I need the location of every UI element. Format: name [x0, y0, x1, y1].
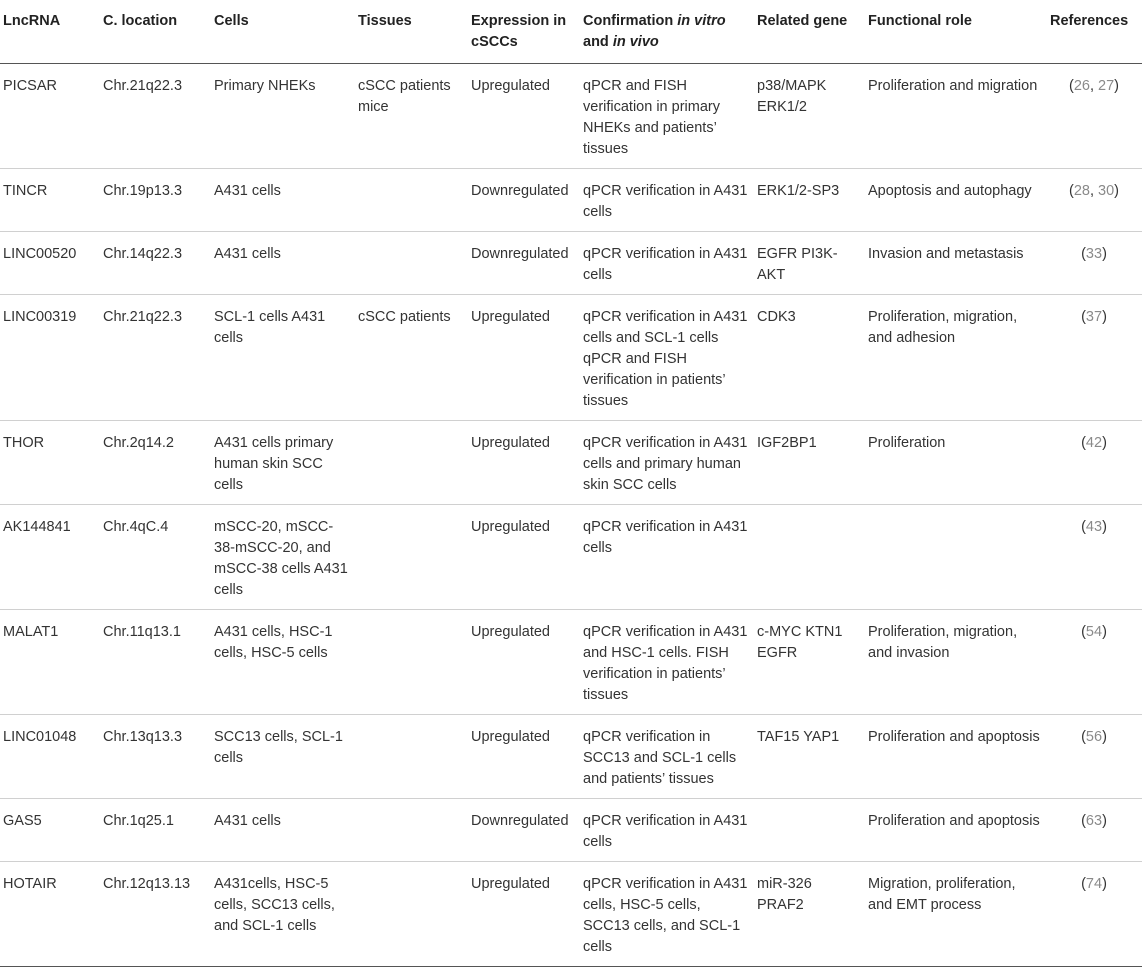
header-cells: Cells — [210, 0, 354, 64]
cell-lncrna: LINC01048 — [0, 715, 99, 799]
cell-confirmation: qPCR verification in SCC13 and SCL-1 cells and patients’ tissues — [579, 715, 753, 799]
header-references: References — [1046, 0, 1142, 64]
cell-tissues — [354, 715, 467, 799]
cell-lncrna: GAS5 — [0, 799, 99, 862]
cell-related-gene: CDK3 — [753, 295, 864, 421]
cell-references: (63) — [1046, 799, 1142, 862]
cell-cells: A431cells, HSC-5 cells, SCC13 cells, and SCL-1 cells — [210, 862, 354, 967]
cell-tissues — [354, 799, 467, 862]
reference-link[interactable]: 28 — [1073, 183, 1090, 199]
header-confirmation — [579, 0, 753, 64]
cell-lncrna: HOTAIR — [0, 862, 99, 967]
cell-confirmation: qPCR verification in A431 cells — [579, 169, 753, 232]
cell-lncrna: AK144841 — [0, 505, 99, 610]
cell-expression: Upregulated — [467, 505, 579, 610]
cell-functional-role: Proliferation and apoptosis — [864, 799, 1046, 862]
cell-functional-role: Proliferation and migration — [864, 64, 1046, 169]
cell-confirmation: qPCR verification in A431 cells — [579, 799, 753, 862]
cell-tissues — [354, 505, 467, 610]
cell-expression: Upregulated — [467, 715, 579, 799]
reference-link[interactable]: 54 — [1085, 624, 1103, 640]
cell-location: Chr.13q13.3 — [99, 715, 210, 799]
reference-link[interactable]: 56 — [1085, 729, 1103, 745]
cell-confirmation: qPCR verification in A431 cells, HSC-5 cells, SCC13 cells, and SCL-1 cells — [579, 862, 753, 967]
reference-link[interactable]: 74 — [1085, 876, 1103, 892]
table-row — [0, 232, 1142, 295]
cell-tissues — [354, 862, 467, 967]
cell-expression: Downregulated — [467, 232, 579, 295]
cell-references: (26, 27) — [1046, 64, 1142, 169]
cell-references: (28, 30) — [1046, 169, 1142, 232]
reference-link[interactable]: 26 — [1073, 78, 1090, 94]
cell-expression: Upregulated — [467, 295, 579, 421]
table-row — [0, 862, 1142, 967]
cell-expression: Downregulated — [467, 799, 579, 862]
header-lncrna: LncRNA — [0, 0, 99, 64]
reference-link[interactable]: 27 — [1098, 78, 1115, 94]
cell-location: Chr.19p13.3 — [99, 169, 210, 232]
cell-references: (56) — [1046, 715, 1142, 799]
cell-confirmation: qPCR and FISH verification in primary NHEKs and patients’ tissues — [579, 64, 753, 169]
cell-expression: Downregulated — [467, 169, 579, 232]
table-row — [0, 505, 1142, 610]
cell-confirmation: qPCR verification in A431 cells — [579, 232, 753, 295]
header-confirmation-and: and — [583, 34, 613, 50]
header-related-gene: Related gene — [753, 0, 864, 64]
cell-confirmation: qPCR verification in A431 cells — [579, 505, 753, 610]
table-row — [0, 64, 1142, 169]
cell-lncrna: PICSAR — [0, 64, 99, 169]
cell-related-gene — [753, 799, 864, 862]
cell-cells: mSCC-20, mSCC-38-mSCC-20, and mSCC-38 cells A431 cells — [210, 505, 354, 610]
cell-related-gene: p38/MAPK ERK1/2 — [753, 64, 864, 169]
header-confirmation-vivo: in vivo — [612, 34, 659, 50]
cell-related-gene — [753, 505, 864, 610]
cell-functional-role — [864, 505, 1046, 610]
cell-functional-role: Proliferation, migration, and adhesion — [864, 295, 1046, 421]
cell-lncrna: LINC00520 — [0, 232, 99, 295]
cell-expression: Upregulated — [467, 610, 579, 715]
cell-related-gene: ERK1/2-SP3 — [753, 169, 864, 232]
cell-related-gene: TAF15 YAP1 — [753, 715, 864, 799]
cell-functional-role: Migration, proliferation, and EMT process — [864, 862, 1046, 967]
cell-lncrna: MALAT1 — [0, 610, 99, 715]
cell-cells: SCL-1 cells A431 cells — [210, 295, 354, 421]
cell-location: Chr.21q22.3 — [99, 64, 210, 169]
cell-references: (33) — [1046, 232, 1142, 295]
cell-confirmation: qPCR verification in A431 cells and primary human skin SCC cells — [579, 421, 753, 505]
cell-references: (54) — [1046, 610, 1142, 715]
cell-related-gene: IGF2BP1 — [753, 421, 864, 505]
cell-related-gene: miR-326 PRAF2 — [753, 862, 864, 967]
cell-cells: A431 cells — [210, 232, 354, 295]
cell-functional-role: Apoptosis and autophagy — [864, 169, 1046, 232]
cell-related-gene: c-MYC KTN1 EGFR — [753, 610, 864, 715]
cell-cells: SCC13 cells, SCL-1 cells — [210, 715, 354, 799]
cell-expression: Upregulated — [467, 64, 579, 169]
cell-references: (43) — [1046, 505, 1142, 610]
cell-location: Chr.1q25.1 — [99, 799, 210, 862]
cell-cells: A431 cells, HSC-1 cells, HSC-5 cells — [210, 610, 354, 715]
cell-cells: A431 cells — [210, 799, 354, 862]
cell-cells: A431 cells primary human skin SCC cells — [210, 421, 354, 505]
reference-link[interactable]: 42 — [1085, 435, 1103, 451]
cell-references: (42) — [1046, 421, 1142, 505]
cell-tissues — [354, 232, 467, 295]
reference-link[interactable]: 37 — [1085, 309, 1103, 325]
cell-references: (37) — [1046, 295, 1142, 421]
reference-link[interactable]: 30 — [1098, 183, 1115, 199]
cell-lncrna: LINC00319 — [0, 295, 99, 421]
table-body — [0, 64, 1142, 967]
cell-location: Chr.11q13.1 — [99, 610, 210, 715]
cell-lncrna: THOR — [0, 421, 99, 505]
header-row — [0, 0, 1142, 64]
table-row — [0, 799, 1142, 862]
cell-confirmation: qPCR verification in A431 and HSC-1 cells. FISH verification in patients’ tissues — [579, 610, 753, 715]
cell-expression: Upregulated — [467, 862, 579, 967]
cell-related-gene: EGFR PI3K-AKT — [753, 232, 864, 295]
cell-cells: A431 cells — [210, 169, 354, 232]
table-row — [0, 421, 1142, 505]
reference-link[interactable]: 43 — [1085, 519, 1103, 535]
header-confirmation-vitro: in vitro — [677, 13, 726, 29]
header-confirmation-prefix: Confirmation — [583, 13, 678, 29]
cell-location: Chr.2q14.2 — [99, 421, 210, 505]
cell-tissues: cSCC patients mice — [354, 64, 467, 169]
cell-expression: Upregulated — [467, 421, 579, 505]
cell-location: Chr.12q13.13 — [99, 862, 210, 967]
cell-location: Chr.4qC.4 — [99, 505, 210, 610]
header-functional-role: Functional role — [864, 0, 1046, 64]
table-row — [0, 715, 1142, 799]
cell-tissues: cSCC patients — [354, 295, 467, 421]
header-location: C. location — [99, 0, 210, 64]
cell-tissues — [354, 610, 467, 715]
cell-references: (74) — [1046, 862, 1142, 967]
cell-functional-role: Proliferation — [864, 421, 1046, 505]
cell-tissues — [354, 169, 467, 232]
table-row — [0, 169, 1142, 232]
table-row — [0, 295, 1142, 421]
header-tissues: Tissues — [354, 0, 467, 64]
table-row — [0, 610, 1142, 715]
cell-location: Chr.21q22.3 — [99, 295, 210, 421]
cell-functional-role: Invasion and metastasis — [864, 232, 1046, 295]
cell-tissues — [354, 421, 467, 505]
cell-lncrna: TINCR — [0, 169, 99, 232]
cell-confirmation: qPCR verification in A431 cells and SCL-1 cells qPCR and FISH verification in patients’ tissues — [579, 295, 753, 421]
cell-cells: Primary NHEKs — [210, 64, 354, 169]
cell-location: Chr.14q22.3 — [99, 232, 210, 295]
reference-link[interactable]: 63 — [1085, 813, 1103, 829]
reference-link[interactable]: 33 — [1085, 246, 1103, 262]
cell-functional-role: Proliferation and apoptosis — [864, 715, 1046, 799]
header-expression: Expression in cSCCs — [467, 0, 579, 64]
cell-functional-role: Proliferation, migration, and invasion — [864, 610, 1046, 715]
